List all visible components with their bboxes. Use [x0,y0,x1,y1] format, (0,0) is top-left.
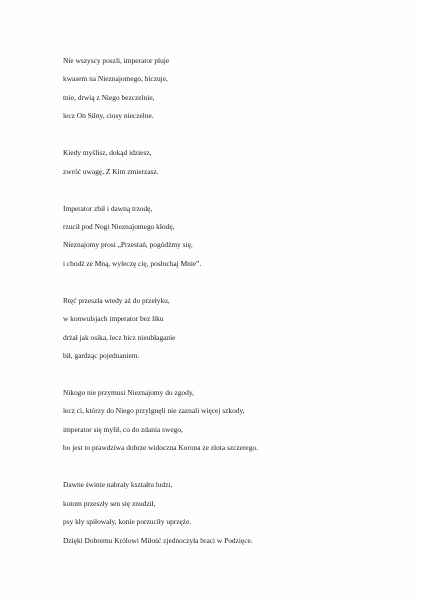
poem-line: bo jest to prawdziwa dobrze widoczna Korona ze złota szczerego. [63,443,258,453]
poem-line: rzucił pod Nogi Nieznajomego kłodę, [63,222,175,232]
poem-line: lecz On Silny, ciosy nieczelne. [63,111,154,121]
poem-line: w konwulsjach imperator bez liku [63,314,164,324]
poem-line: drżał jak osika, lecz bicz nieubłaganie [63,332,176,342]
poem-line: Imperator zbił i dawną trzodę, [63,203,153,213]
poem-line: psy kły spiłowały, konie porzuciły uprzęże. [63,517,192,527]
poem-line: i chodź ze Mną, wyleczę cię, posłuchaj Mnie”. [63,258,202,268]
poem-line: kotom przeszły sen się znudził, [63,498,156,508]
stanza-5 [63,384,403,458]
poem-line: imperator się mylił, co do zdania swego, [63,424,183,434]
stanza-3 [63,200,403,274]
poem-line: Dzięki Dobremu Królowi Miłość zjednoczyła braci w Podzięce. [63,535,253,545]
poem-line: Dawne świnie nabrały kształtu ludzi, [63,480,173,490]
poem-line: Kiedy myślisz, dokąd idziesz, [63,148,152,158]
poem-line: Nie wszyscy poszli, imperator pluje [63,56,170,65]
poem-line: bił, gardząc pojednaniem. [63,351,140,361]
poem-line: Nieznajomy prosi „Przestań, pogódźmy się, [63,240,193,250]
stanza-4 [63,292,403,366]
poem-body [63,52,403,550]
poem-line: Rtęć przeszła wtedy aż do przełyku, [63,295,170,305]
stanza-2 [63,144,403,181]
stanza-1 [63,52,403,126]
poem-line: lecz ci, którzy do Niego przylgnęli nie zaznali więcej szkody, [63,406,245,416]
poem-line: kwasem na Nieznajomego, biczuje, [63,74,168,84]
poem-line: tnie, drwią z Niego bezczelnie, [63,92,155,102]
poem-line: zwróć uwagę, Z Kim zmierzasz. [63,166,159,176]
stanza-6 [63,476,403,550]
poem-line: Nikogo nie przymusi Nieznajomy do zgody, [63,388,194,398]
